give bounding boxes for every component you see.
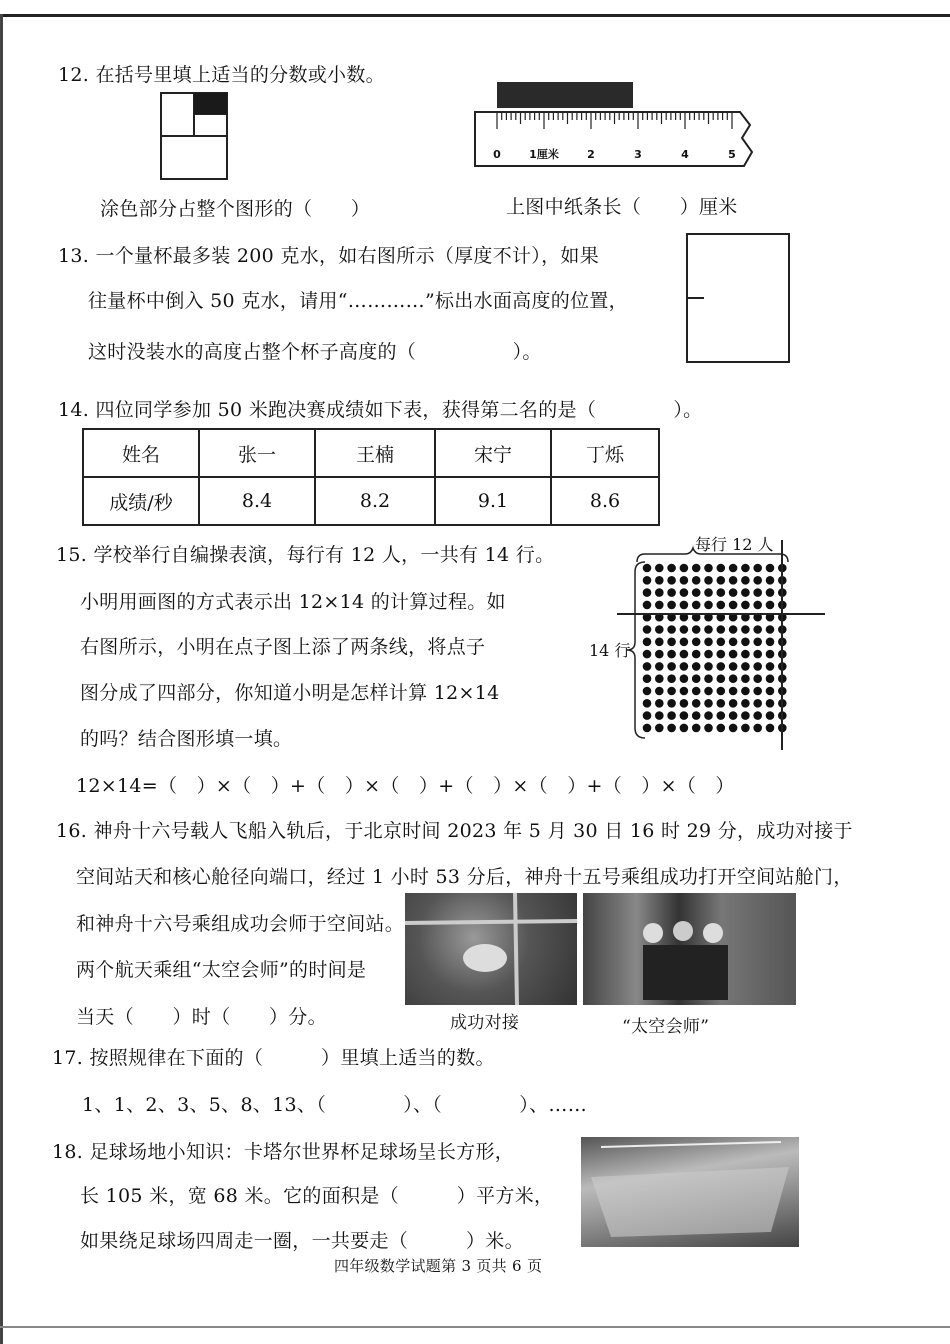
table-cell: 8.4 <box>199 477 315 525</box>
dot <box>729 724 738 733</box>
crew-meeting-photo <box>583 893 796 1005</box>
dot <box>753 564 762 573</box>
dot <box>704 674 713 683</box>
dot <box>692 601 701 610</box>
q17-title: 17. 按照规律在下面的（ ）里填上适当的数。 <box>52 1047 495 1069</box>
q12-title: 12. 在括号里填上适当的分数或小数。 <box>58 64 385 86</box>
table-row <box>83 429 659 477</box>
ruler-label-1: 1厘米 <box>529 148 559 161</box>
score-table <box>82 428 660 526</box>
dot <box>655 564 664 573</box>
dot <box>717 650 726 659</box>
dot <box>692 625 701 634</box>
dot <box>643 662 652 671</box>
dot <box>729 674 738 683</box>
q18-line1: 18. 足球场地小知识：卡塔尔世界杯足球场呈长方形， <box>52 1141 515 1163</box>
q18-line2: 长 105 米，宽 68 米。它的面积是（ ）平方米， <box>80 1185 554 1207</box>
dot <box>717 662 726 671</box>
dot <box>766 638 775 647</box>
dot <box>729 650 738 659</box>
dot <box>655 674 664 683</box>
dot <box>680 588 689 597</box>
dot <box>717 638 726 647</box>
q12-left-answer: 涂色部分占整个图形的（ ） <box>100 198 371 220</box>
dot <box>753 724 762 733</box>
dot <box>766 564 775 573</box>
dot <box>655 625 664 634</box>
photo-caption-docking: 成功对接 <box>450 1013 520 1033</box>
dot <box>753 662 762 671</box>
page-footer: 四年级数学试题第 3 页共 6 页 <box>334 1257 543 1275</box>
dot <box>692 687 701 696</box>
dot <box>667 662 676 671</box>
dot <box>741 699 750 708</box>
dot <box>741 564 750 573</box>
dot <box>753 674 762 683</box>
dot <box>655 638 664 647</box>
dot <box>766 724 775 733</box>
dot <box>753 650 762 659</box>
dot <box>643 638 652 647</box>
dot <box>680 674 689 683</box>
table-row <box>83 477 659 525</box>
dot <box>692 638 701 647</box>
dot <box>741 638 750 647</box>
dot <box>729 662 738 671</box>
dot <box>729 699 738 708</box>
dot <box>643 687 652 696</box>
dot <box>655 601 664 610</box>
dot <box>680 625 689 634</box>
stadium-photo <box>581 1137 799 1247</box>
dot <box>667 687 676 696</box>
dots-left-label: 14 行 <box>589 641 631 660</box>
table-cell: 9.1 <box>435 477 551 525</box>
dot <box>643 576 652 585</box>
dot <box>766 699 775 708</box>
page-border-left <box>0 14 3 1344</box>
ruler-label-5: 5 <box>728 148 736 161</box>
dot <box>729 638 738 647</box>
dot <box>643 625 652 634</box>
dot <box>692 650 701 659</box>
dot <box>655 650 664 659</box>
q16-line1: 16. 神舟十六号载人飞船入轨后，于北京时间 2023 年 5 月 30 日 16 时 29 分，成功对接于 <box>56 820 853 842</box>
q15-line1: 15. 学校举行自编操表演，每行有 12 人，一共有 14 行。 <box>56 544 555 566</box>
table-header-cell: 张一 <box>199 429 315 477</box>
dot <box>692 674 701 683</box>
dot <box>680 601 689 610</box>
dot <box>741 650 750 659</box>
dot <box>704 711 713 720</box>
dot <box>655 662 664 671</box>
dot <box>717 724 726 733</box>
dot <box>655 576 664 585</box>
q13-line1: 13. 一个量杯最多装 200 克水，如右图所示（厚度不计），如果 <box>58 245 600 267</box>
dot <box>729 576 738 585</box>
dot <box>680 564 689 573</box>
table-cell: 8.2 <box>315 477 435 525</box>
dot <box>729 711 738 720</box>
dot <box>667 724 676 733</box>
dot <box>729 687 738 696</box>
dot <box>680 724 689 733</box>
table-header-cell: 丁烁 <box>551 429 659 477</box>
photo-caption-meeting: “太空会师” <box>622 1017 710 1037</box>
dot <box>692 576 701 585</box>
dot <box>741 711 750 720</box>
ruler-label-2: 2 <box>587 148 595 161</box>
dot <box>704 625 713 634</box>
dot <box>741 576 750 585</box>
dot <box>643 601 652 610</box>
dot <box>680 687 689 696</box>
q15-line3: 右图所示，小明在点子图上添了两条线，将点子 <box>80 636 486 658</box>
q15-line2: 小明用画图的方式表示出 12×14 的计算过程。如 <box>80 591 506 613</box>
q18-line3: 如果绕足球场四周走一圈，一共要走（ ）米。 <box>80 1230 524 1252</box>
dot <box>753 588 762 597</box>
dot <box>729 564 738 573</box>
dot <box>655 699 664 708</box>
dot <box>717 601 726 610</box>
dot <box>680 638 689 647</box>
dot <box>729 625 738 634</box>
dot <box>655 687 664 696</box>
q15-line5: 的吗？结合图形填一填。 <box>80 728 293 750</box>
dots-top-label: 每行 12 人 <box>695 535 774 554</box>
dot-array-figure <box>585 532 830 752</box>
dot <box>692 662 701 671</box>
dot <box>753 601 762 610</box>
dot <box>704 601 713 610</box>
dot <box>667 588 676 597</box>
ruler-label-4: 4 <box>681 148 689 161</box>
cup-mark <box>686 297 704 299</box>
dot <box>692 588 701 597</box>
ruler-label-0: 0 <box>493 148 501 161</box>
shaded-grid-figure <box>160 92 228 180</box>
dot <box>717 687 726 696</box>
dot <box>667 601 676 610</box>
dot <box>680 650 689 659</box>
q15-line4: 图分成了四部分，你知道小明是怎样计算 12×14 <box>80 682 500 704</box>
dot <box>643 650 652 659</box>
dot <box>667 674 676 683</box>
page-border-top <box>0 14 950 17</box>
q16-line4: 两个航天乘组“太空会师”的时间是 <box>76 959 367 981</box>
dot <box>692 711 701 720</box>
dot <box>667 625 676 634</box>
dot <box>667 564 676 573</box>
dot <box>704 699 713 708</box>
dot <box>692 724 701 733</box>
dot <box>753 625 762 634</box>
dot <box>729 588 738 597</box>
dot <box>704 687 713 696</box>
q16-line2: 空间站天和核心舱径向端口，经过 1 小时 53 分后，神舟十五号乘组成功打开空间站舱门， <box>76 866 853 888</box>
dot <box>717 576 726 585</box>
dot <box>717 588 726 597</box>
dot <box>667 711 676 720</box>
table-cell: 8.6 <box>551 477 659 525</box>
page-border-bottom <box>0 1326 950 1328</box>
dot <box>753 638 762 647</box>
q12-right-answer: 上图中纸条长（ ）厘米 <box>506 196 738 218</box>
q16-line5: 当天（ ）时（ ）分。 <box>76 1006 327 1028</box>
dot <box>704 662 713 671</box>
docking-photo <box>405 893 577 1005</box>
dot <box>741 625 750 634</box>
ruler-figure <box>470 80 770 175</box>
dot <box>753 711 762 720</box>
dot <box>704 576 713 585</box>
paper-strip <box>497 82 633 108</box>
dot <box>643 564 652 573</box>
dot <box>766 625 775 634</box>
dot <box>680 711 689 720</box>
dot <box>655 588 664 597</box>
dot <box>667 638 676 647</box>
q17-sequence: 1、1、2、3、5、8、13、（ ）、（ ）、…… <box>82 1094 588 1116</box>
dot <box>766 588 775 597</box>
dot <box>667 576 676 585</box>
dot <box>655 724 664 733</box>
dot <box>717 564 726 573</box>
dot <box>680 576 689 585</box>
dot <box>766 601 775 610</box>
dot <box>667 650 676 659</box>
q15-formula: 12×14=（ ）×（ ）+（ ）×（ ）+（ ）×（ ）+（ ）×（ ） <box>76 775 735 797</box>
dot <box>741 724 750 733</box>
dot <box>704 650 713 659</box>
dot <box>766 662 775 671</box>
measuring-cup <box>686 233 790 363</box>
dot <box>753 687 762 696</box>
dot <box>741 674 750 683</box>
dot <box>766 711 775 720</box>
dot <box>717 699 726 708</box>
dot <box>680 699 689 708</box>
dot <box>729 601 738 610</box>
dot <box>741 601 750 610</box>
dot <box>643 699 652 708</box>
dot <box>717 711 726 720</box>
dot <box>766 650 775 659</box>
table-cell: 成绩/秒 <box>83 477 199 525</box>
shaded-cell <box>194 93 227 114</box>
dot <box>766 674 775 683</box>
dot <box>643 711 652 720</box>
table-header-cell: 姓名 <box>83 429 199 477</box>
ruler-label-3: 3 <box>634 148 642 161</box>
q14-title: 14. 四位同学参加 50 米跑决赛成绩如下表，获得第二名的是（ ）。 <box>58 399 703 421</box>
dot <box>704 588 713 597</box>
dot <box>704 724 713 733</box>
dot <box>692 564 701 573</box>
dot <box>741 687 750 696</box>
dot <box>766 687 775 696</box>
dot <box>692 699 701 708</box>
dot <box>717 674 726 683</box>
dot <box>766 576 775 585</box>
dot <box>741 662 750 671</box>
dot <box>753 699 762 708</box>
dot <box>753 576 762 585</box>
dot <box>704 638 713 647</box>
dot <box>717 625 726 634</box>
dot <box>643 674 652 683</box>
table-header-cell: 宋宁 <box>435 429 551 477</box>
dot <box>704 564 713 573</box>
q13-line3: 这时没装水的高度占整个杯子高度的（ ）。 <box>88 341 542 363</box>
dot <box>655 711 664 720</box>
dot <box>741 588 750 597</box>
dot <box>680 662 689 671</box>
q13-line2: 往量杯中倒入 50 克水，请用“…………”标出水面高度的位置， <box>88 290 628 312</box>
table-header-cell: 王楠 <box>315 429 435 477</box>
q16-line3: 和神舟十六号乘组成功会师于空间站。 <box>76 913 405 935</box>
dot <box>667 699 676 708</box>
dot <box>643 724 652 733</box>
dot <box>643 588 652 597</box>
